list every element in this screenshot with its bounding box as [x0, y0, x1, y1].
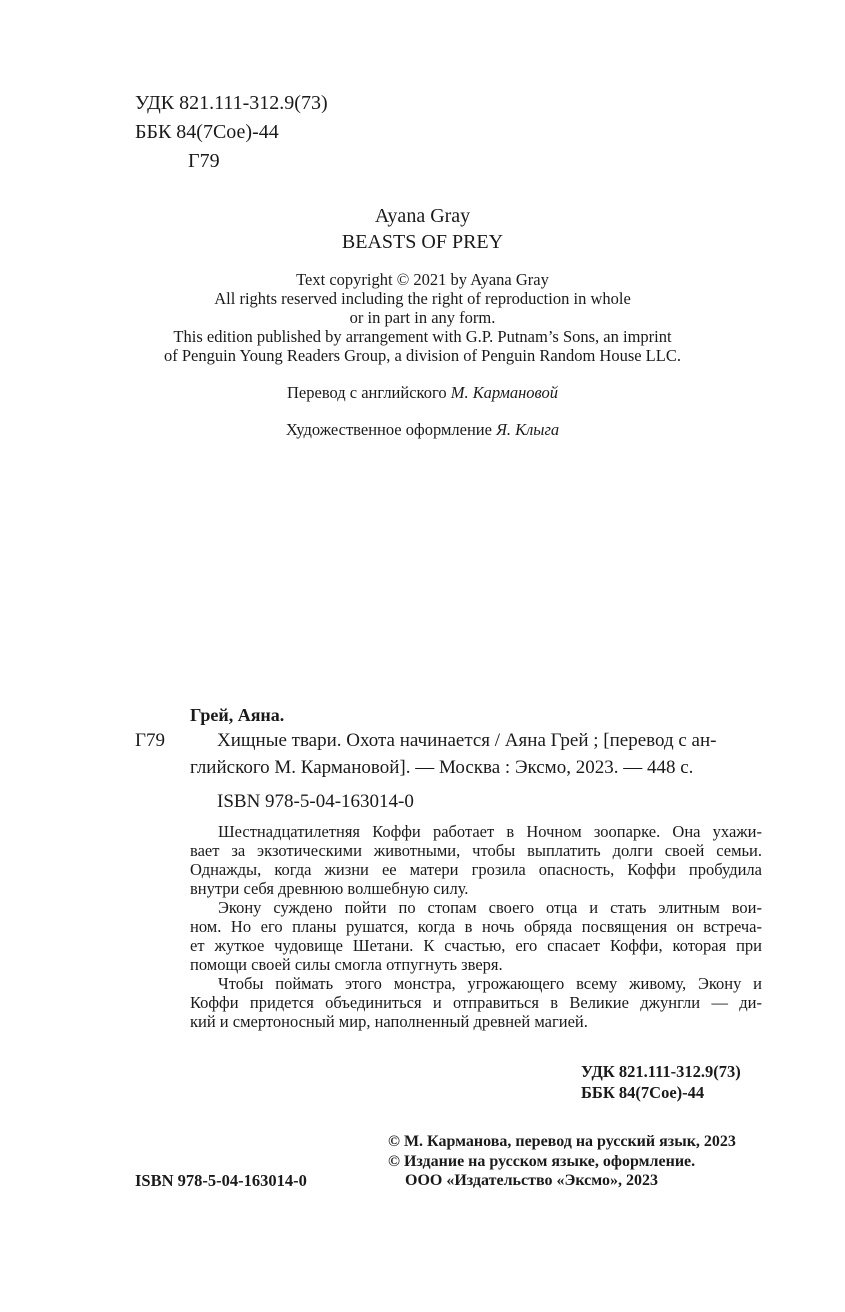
annotation-line: ном. Но его планы рушатся, когда в ночь обряда посвящения он встреча-: [190, 917, 762, 936]
original-title: BEASTS OF PREY: [341, 231, 504, 253]
annotation-line: ет жуткое чудовище Шетани. К счастью, его спасает Коффи, которая при: [190, 936, 762, 955]
catalog-author-heading: Грей, Аяна.: [190, 705, 285, 725]
original-author: Ayana Gray: [374, 205, 471, 227]
annotation-line: кий и смертоносный мир, наполненный древней магией.: [190, 1012, 588, 1031]
copyright-line: Text copyright © 2021 by Ayana Gray: [296, 270, 549, 289]
copyright-line: This edition published by arrangement with G.P. Putnam’s Sons, an imprint: [173, 327, 672, 346]
translator-credit: [0, 383, 845, 402]
copyright-line: of Penguin Young Readers Group, a division of Penguin Random House LLC.: [164, 346, 681, 365]
footer-copyright-line: © Издание на русском языке, оформление.: [388, 1153, 696, 1170]
annotation-line: Экону суждено пойти по стопам своего отца и стать элитным вои-: [218, 898, 762, 917]
bbk-code: ББК 84(7Сое)-44: [135, 121, 279, 143]
catalog-mark: Г79: [135, 730, 165, 751]
footer-isbn: ISBN 978-5-04-163014-0: [135, 1171, 307, 1190]
annotation-paragraph: [190, 898, 762, 974]
annotation-line: вает за экзотическими животными, чтобы выплатить долги своей семьи.: [190, 841, 762, 860]
translation-prefix: Перевод с английского: [287, 383, 451, 402]
catalog-description-line: глийского М. Кармановой]. — Москва : Эксмо, 2023. — 448 с.: [190, 757, 694, 778]
footer-bbk: ББК 84(7Сое)-44: [581, 1083, 705, 1102]
copyright-line: or in part in any form.: [349, 308, 496, 327]
catalog-isbn: ISBN 978-5-04-163014-0: [217, 791, 414, 812]
annotation-line: Шестнадцатилетняя Коффи работает в Ночном зоопарке. Она ухажи-: [218, 822, 762, 841]
design-prefix: Художественное оформление: [285, 420, 497, 439]
annotation-line: Коффи придется объединиться и отправиться в Великие джунгли — ди-: [190, 993, 762, 1012]
annotation-line: внутри себя древнюю волшебную силу.: [190, 879, 469, 898]
annotation-line: Однажды, когда жизни ее матери грозила опасность, Коффи пробудила: [190, 860, 762, 879]
footer-udk: УДК 821.111-312.9(73): [581, 1062, 741, 1081]
footer-copyright-line: ООО «Издательство «Эксмо», 2023: [405, 1172, 658, 1189]
annotation-paragraph: [190, 822, 762, 898]
annotation-line: Чтобы поймать этого монстра, угрожающего всему живому, Экону и: [218, 974, 762, 993]
catalog-description-line: Хищные твари. Охота начинается / Аяна Грей ; [перевод с ан-: [217, 730, 717, 751]
translator-name: М. Кармановой: [450, 383, 558, 402]
author-mark: Г79: [188, 150, 220, 172]
copyright-line: All rights reserved including the right of reproduction in whole: [214, 289, 631, 308]
annotation-line: помощи своей силы смогла отпугнуть зверя.: [190, 955, 503, 974]
designer-credit: [0, 420, 845, 439]
udk-code: УДК 821.111-312.9(73): [135, 92, 328, 114]
designer-name: Я. Клыга: [496, 420, 560, 439]
annotation-paragraph: [190, 974, 762, 1031]
footer-copyright-line: © М. Карманова, перевод на русский язык, 2023: [388, 1133, 736, 1150]
